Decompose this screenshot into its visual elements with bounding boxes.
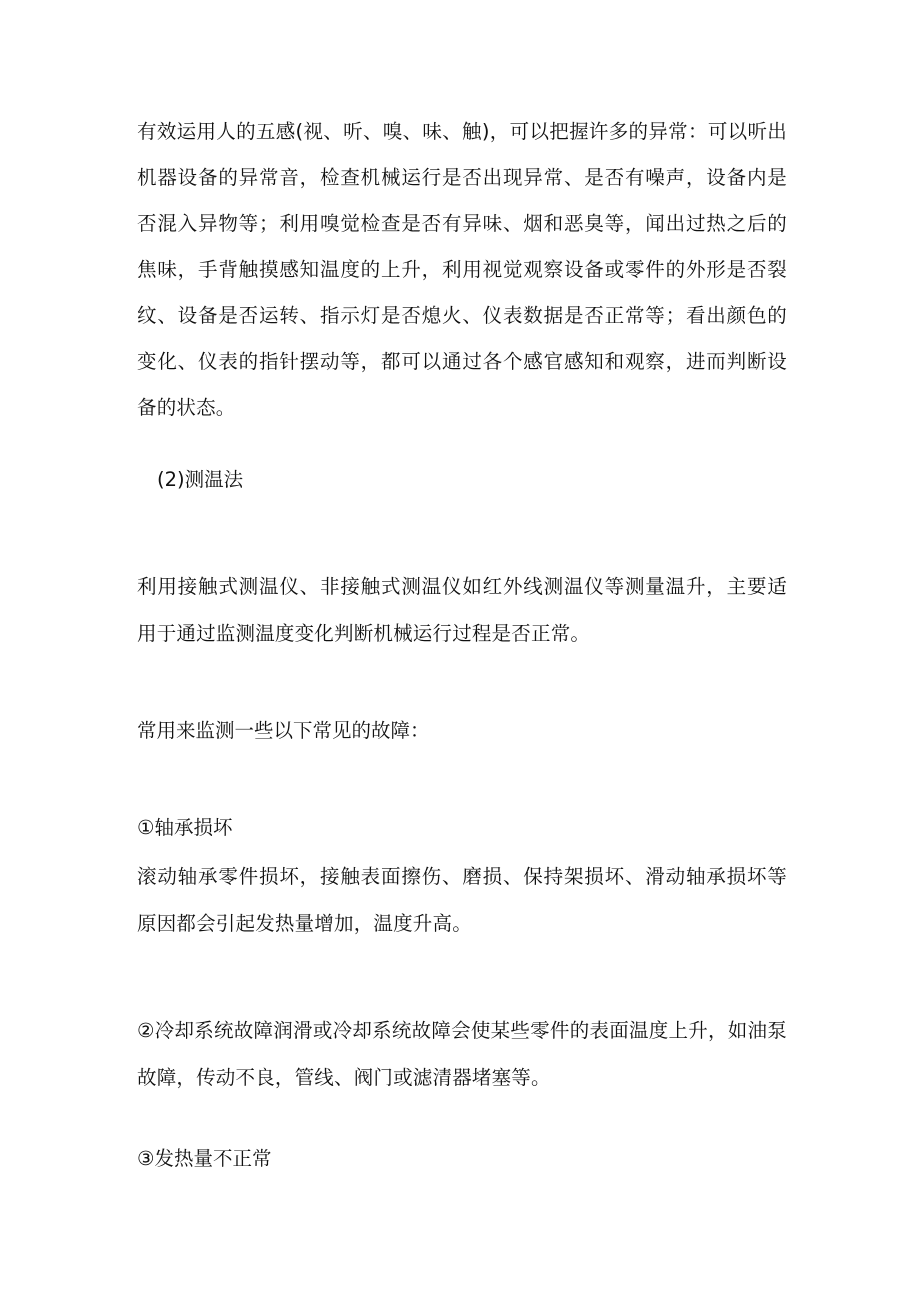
item-cooling-system-fault: ②冷却系统故障润滑或冷却系统故障会使某些零件的表面温度上升，如油泵故障，传动不良，管线、阀门或滤清器堵塞等。: [137, 1019, 787, 1089]
item-abnormal-heat-title: ③发热量不正常: [137, 1147, 272, 1170]
paragraph-temperature-method: 利用接触式测温仪、非接触式测温仪如红外线测温仪等测量温升，主要适用于通过监测温度变化判断机械运行过程是否正常。: [137, 575, 787, 645]
paragraph-five-senses: 有效运用人的五感(视、听、嗅、味、触)，可以把握许多的异常：可以听出机器设备的异常音，检查机械运行是否出现异常、是否有噪声，设备内是否混入异物等；利用嗅觉检查是否有异味、烟和恶臭等，闻出过热之后的焦味，手背触摸感知温度的上升，利用视觉观察设备或零件的外形是否裂纹、设备是否运转、指示灯是否熄火、仪表数据是否正常等；看出颜色的变化、仪表的指针摆动等，都可以通过各个感官感知和观察，进而判断设备的状态。: [137, 120, 787, 419]
heading-temperature-method: (2)测温法: [157, 468, 244, 491]
item-bearing-damage-title: ①轴承损坏: [137, 816, 233, 839]
item-bearing-damage-body: 滚动轴承零件损坏，接触表面擦伤、磨损、保持架损坏、滑动轴承损坏等原因都会引起发热量增加，温度升高。: [137, 865, 787, 935]
paragraph-common-faults: 常用来监测一些以下常见的故障：: [137, 719, 430, 742]
